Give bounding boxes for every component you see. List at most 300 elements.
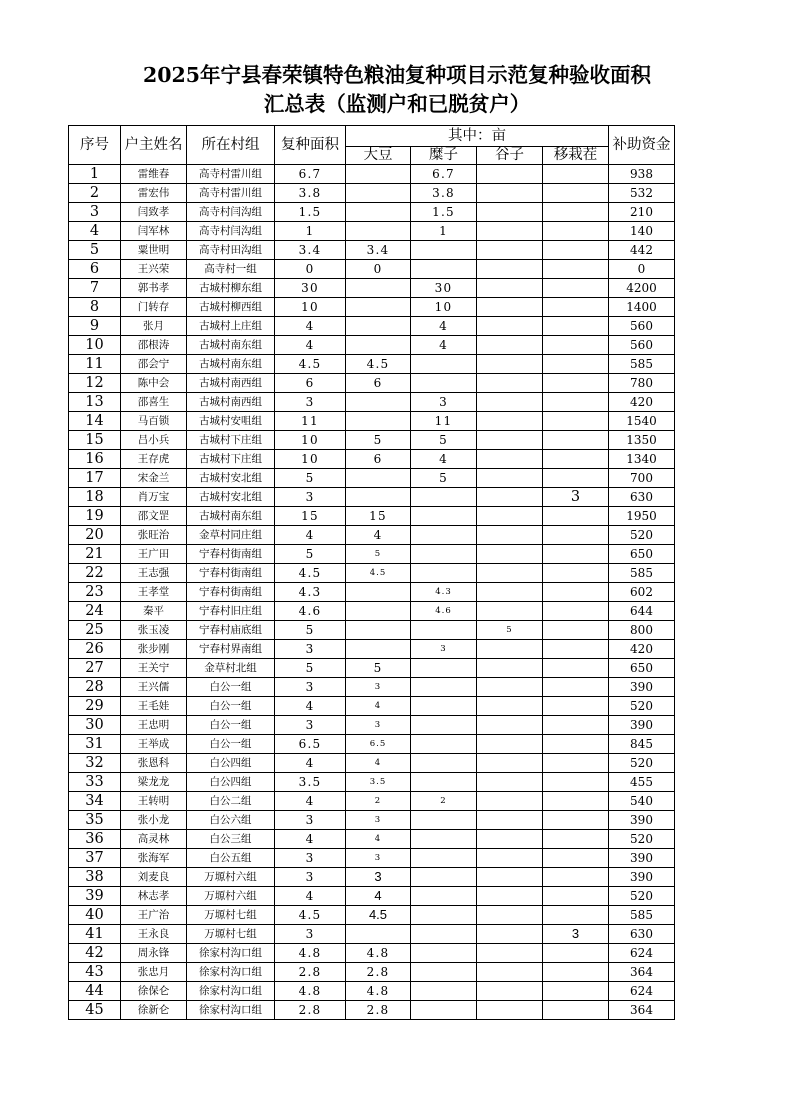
cell-millet [411,621,477,640]
cell-soybean: 15 [346,507,411,526]
cell-householder: 高灵林 [121,830,187,849]
cell-millet [411,1001,477,1020]
cell-transplant [543,716,609,735]
cell-index: 31 [69,735,121,754]
cell-transplant [543,564,609,583]
cell-soybean: 4.5 [346,906,411,925]
acceptance-table [68,125,675,1020]
cell-millet: 5 [411,431,477,450]
cell-soybean [346,165,411,184]
cell-replant-area: 11 [275,412,346,431]
cell-householder: 徐保仑 [121,982,187,1001]
cell-householder: 张恩科 [121,754,187,773]
cell-householder: 肖万宝 [121,488,187,507]
table-row [69,450,675,469]
cell-foxtail-millet [477,507,543,526]
cell-village-group: 高寺村一组 [187,260,275,279]
cell-soybean [346,640,411,659]
cell-transplant [543,963,609,982]
cell-index: 14 [69,412,121,431]
cell-village-group: 白公四组 [187,773,275,792]
cell-subsidy: 1350 [609,431,675,450]
cell-soybean: 3 [346,868,411,887]
table-row [69,621,675,640]
cell-transplant [543,279,609,298]
cell-subsidy: 520 [609,754,675,773]
table-row [69,583,675,602]
cell-village-group: 古城村下庄组 [187,431,275,450]
table-row [69,944,675,963]
cell-index: 39 [69,887,121,906]
cell-village-group: 高寺村雷川组 [187,184,275,203]
cell-foxtail-millet [477,735,543,754]
cell-foxtail-millet [477,659,543,678]
cell-subsidy: 364 [609,963,675,982]
cell-transplant [543,849,609,868]
cell-replant-area: 3 [275,811,346,830]
cell-householder: 邵文罡 [121,507,187,526]
cell-millet: 4.6 [411,602,477,621]
cell-soybean: 5 [346,431,411,450]
cell-householder: 闫军林 [121,222,187,241]
cell-subsidy: 644 [609,602,675,621]
cell-index: 11 [69,355,121,374]
cell-subsidy: 390 [609,678,675,697]
cell-index: 23 [69,583,121,602]
cell-index: 19 [69,507,121,526]
table-row [69,982,675,1001]
table-row [69,564,675,583]
cell-index: 26 [69,640,121,659]
cell-householder: 王志强 [121,564,187,583]
cell-village-group: 古城村安北组 [187,488,275,507]
cell-village-group: 古城村安咀组 [187,412,275,431]
table-row [69,203,675,222]
cell-millet [411,849,477,868]
cell-householder: 雷维春 [121,165,187,184]
cell-soybean: 3 [346,811,411,830]
cell-village-group: 古城村南东组 [187,336,275,355]
cell-replant-area: 4 [275,697,346,716]
cell-soybean: 3.5 [346,773,411,792]
cell-subsidy: 560 [609,336,675,355]
cell-millet: 5 [411,469,477,488]
cell-millet [411,507,477,526]
cell-village-group: 徐家村沟口组 [187,1001,275,1020]
cell-millet [411,944,477,963]
cell-soybean: 2.8 [346,1001,411,1020]
cell-transplant [543,412,609,431]
cell-replant-area: 3 [275,488,346,507]
cell-soybean: 3.4 [346,241,411,260]
cell-millet: 1.5 [411,203,477,222]
cell-subsidy: 455 [609,773,675,792]
cell-index: 6 [69,260,121,279]
cell-foxtail-millet [477,545,543,564]
cell-index: 41 [69,925,121,944]
header-village-group: 所在村组 [187,126,275,165]
cell-soybean: 4 [346,754,411,773]
cell-householder: 张月 [121,317,187,336]
cell-subsidy: 390 [609,849,675,868]
cell-village-group: 白公一组 [187,678,275,697]
cell-subsidy: 624 [609,982,675,1001]
cell-index: 17 [69,469,121,488]
cell-village-group: 徐家村沟口组 [187,944,275,963]
cell-village-group: 古城村南东组 [187,355,275,374]
table-row [69,602,675,621]
cell-millet: 3 [411,640,477,659]
cell-foxtail-millet [477,982,543,1001]
cell-subsidy: 630 [609,488,675,507]
cell-householder: 闫致孝 [121,203,187,222]
cell-index: 16 [69,450,121,469]
table-row [69,678,675,697]
cell-soybean [346,925,411,944]
cell-transplant [543,545,609,564]
cell-index: 1 [69,165,121,184]
cell-millet: 2 [411,792,477,811]
cell-millet [411,868,477,887]
cell-subsidy: 585 [609,564,675,583]
table-row [69,887,675,906]
cell-soybean [346,488,411,507]
cell-village-group: 白公一组 [187,697,275,716]
cell-transplant [543,184,609,203]
cell-soybean: 4 [346,526,411,545]
cell-householder: 郭书孝 [121,279,187,298]
cell-foxtail-millet [477,241,543,260]
cell-transplant [543,431,609,450]
cell-transplant [543,887,609,906]
cell-householder: 张步刚 [121,640,187,659]
cell-foxtail-millet [477,906,543,925]
cell-index: 42 [69,944,121,963]
table-row [69,526,675,545]
cell-soybean: 4.8 [346,982,411,1001]
cell-village-group: 古城村南西组 [187,374,275,393]
cell-replant-area: 3 [275,716,346,735]
cell-village-group: 古城村柳西组 [187,298,275,317]
table-row [69,336,675,355]
cell-replant-area: 4.5 [275,355,346,374]
cell-replant-area: 5 [275,545,346,564]
cell-transplant [543,336,609,355]
cell-millet: 4.3 [411,583,477,602]
cell-householder: 王毛娃 [121,697,187,716]
table-row [69,640,675,659]
cell-subsidy: 420 [609,640,675,659]
cell-index: 4 [69,222,121,241]
cell-subsidy: 420 [609,393,675,412]
cell-soybean: 6 [346,374,411,393]
cell-foxtail-millet [477,374,543,393]
cell-householder: 王永良 [121,925,187,944]
cell-millet: 6.7 [411,165,477,184]
cell-village-group: 古城村下庄组 [187,450,275,469]
cell-millet: 4 [411,336,477,355]
cell-householder: 王广治 [121,906,187,925]
cell-replant-area: 4.5 [275,564,346,583]
cell-replant-area: 4 [275,830,346,849]
cell-subsidy: 520 [609,697,675,716]
cell-householder: 粟世明 [121,241,187,260]
cell-transplant [543,944,609,963]
cell-householder: 王转明 [121,792,187,811]
cell-soybean: 6 [346,450,411,469]
cell-replant-area: 3 [275,868,346,887]
cell-index: 20 [69,526,121,545]
cell-transplant [543,640,609,659]
table-row [69,241,675,260]
cell-replant-area: 4.5 [275,906,346,925]
cell-millet [411,697,477,716]
cell-foxtail-millet [477,868,543,887]
cell-soybean: 3 [346,678,411,697]
cell-foxtail-millet [477,640,543,659]
cell-millet [411,241,477,260]
table-row [69,488,675,507]
cell-soybean: 2 [346,792,411,811]
cell-village-group: 宁春村街南组 [187,564,275,583]
cell-transplant [543,355,609,374]
table-row [69,1001,675,1020]
table-row [69,374,675,393]
cell-foxtail-millet [477,963,543,982]
cell-subsidy: 845 [609,735,675,754]
cell-foxtail-millet [477,602,543,621]
table-row [69,165,675,184]
cell-foxtail-millet [477,678,543,697]
cell-householder: 刘麦良 [121,868,187,887]
cell-transplant [543,374,609,393]
cell-subsidy: 0 [609,260,675,279]
cell-index: 32 [69,754,121,773]
cell-index: 33 [69,773,121,792]
cell-transplant [543,393,609,412]
table-row [69,716,675,735]
cell-foxtail-millet [477,754,543,773]
cell-transplant [543,792,609,811]
cell-millet [411,488,477,507]
table-row [69,792,675,811]
cell-millet: 30 [411,279,477,298]
cell-transplant: 3 [543,925,609,944]
cell-village-group: 高寺村闫沟组 [187,203,275,222]
header-subsidy: 补助资金 [609,126,675,165]
cell-subsidy: 520 [609,887,675,906]
title-line-1: 2025年宁县春荣镇特色粮油复种项目示范复种验收面积 [142,63,652,87]
cell-soybean [346,621,411,640]
cell-millet: 11 [411,412,477,431]
cell-soybean [346,279,411,298]
cell-replant-area: 5 [275,621,346,640]
cell-foxtail-millet [477,526,543,545]
cell-index: 29 [69,697,121,716]
cell-replant-area: 4.3 [275,583,346,602]
cell-householder: 邵喜生 [121,393,187,412]
cell-index: 35 [69,811,121,830]
table-row [69,659,675,678]
cell-transplant [543,469,609,488]
cell-replant-area: 3 [275,678,346,697]
cell-foxtail-millet [477,222,543,241]
cell-householder: 王关宁 [121,659,187,678]
cell-transplant [543,982,609,1001]
cell-householder: 马百锁 [121,412,187,431]
title-line-2: 汇总表（监测户和已脱贫户） [263,92,531,116]
cell-householder: 张旺治 [121,526,187,545]
cell-soybean: 4.8 [346,944,411,963]
table-row [69,963,675,982]
cell-soybean: 5 [346,545,411,564]
cell-millet [411,925,477,944]
cell-index: 34 [69,792,121,811]
cell-householder: 邵根涛 [121,336,187,355]
cell-householder: 徐新仑 [121,1001,187,1020]
cell-foxtail-millet [477,184,543,203]
cell-foxtail-millet [477,944,543,963]
cell-village-group: 古城村柳东组 [187,279,275,298]
cell-transplant [543,260,609,279]
cell-replant-area: 10 [275,450,346,469]
cell-replant-area: 5 [275,469,346,488]
cell-foxtail-millet [477,773,543,792]
header-householder: 户主姓名 [121,126,187,165]
cell-householder: 陈中会 [121,374,187,393]
cell-millet [411,735,477,754]
cell-transplant [543,450,609,469]
cell-millet [411,811,477,830]
cell-index: 40 [69,906,121,925]
table-row [69,184,675,203]
table-row [69,868,675,887]
cell-householder: 王孝堂 [121,583,187,602]
cell-householder: 宋金兰 [121,469,187,488]
cell-millet [411,526,477,545]
cell-village-group: 白公二组 [187,792,275,811]
cell-transplant [543,678,609,697]
table-row [69,925,675,944]
cell-village-group: 金草村同庄组 [187,526,275,545]
cell-soybean [346,203,411,222]
cell-millet [411,545,477,564]
cell-subsidy: 364 [609,1001,675,1020]
cell-index: 8 [69,298,121,317]
cell-index: 28 [69,678,121,697]
cell-village-group: 高寺村闫沟组 [187,222,275,241]
cell-village-group: 古城村安北组 [187,469,275,488]
cell-index: 13 [69,393,121,412]
cell-foxtail-millet [477,1001,543,1020]
cell-foxtail-millet [477,697,543,716]
cell-index: 25 [69,621,121,640]
cell-foxtail-millet [477,716,543,735]
cell-replant-area: 6.7 [275,165,346,184]
cell-foxtail-millet [477,336,543,355]
cell-subsidy: 800 [609,621,675,640]
cell-village-group: 古城村南东组 [187,507,275,526]
cell-millet [411,678,477,697]
cell-index: 38 [69,868,121,887]
cell-subsidy: 532 [609,184,675,203]
cell-soybean: 4 [346,697,411,716]
cell-village-group: 万塬村七组 [187,906,275,925]
cell-millet: 1 [411,222,477,241]
table-row [69,906,675,925]
cell-replant-area: 4 [275,317,346,336]
cell-replant-area: 6 [275,374,346,393]
cell-replant-area: 4.8 [275,944,346,963]
table-row [69,830,675,849]
table-row [69,298,675,317]
cell-millet [411,355,477,374]
cell-householder: 梁龙龙 [121,773,187,792]
cell-foxtail-millet [477,811,543,830]
cell-soybean [346,184,411,203]
cell-foxtail-millet [477,317,543,336]
table-row [69,469,675,488]
table-row [69,355,675,374]
cell-millet: 3.8 [411,184,477,203]
cell-foxtail-millet: 5 [477,621,543,640]
cell-foxtail-millet [477,887,543,906]
cell-soybean: 2.8 [346,963,411,982]
cell-transplant [543,241,609,260]
cell-index: 10 [69,336,121,355]
cell-village-group: 万塬村六组 [187,868,275,887]
cell-replant-area: 1.5 [275,203,346,222]
cell-index: 24 [69,602,121,621]
cell-soybean [346,469,411,488]
cell-foxtail-millet [477,488,543,507]
cell-transplant [543,583,609,602]
cell-transplant: 3 [543,488,609,507]
table-row [69,773,675,792]
cell-subsidy: 4200 [609,279,675,298]
cell-transplant [543,697,609,716]
cell-millet [411,260,477,279]
header-foxtail-millet: 谷子 [477,147,543,165]
cell-millet [411,773,477,792]
cell-foxtail-millet [477,165,543,184]
cell-transplant [543,754,609,773]
cell-householder: 王存虎 [121,450,187,469]
cell-soybean: 4.5 [346,355,411,374]
cell-householder: 王兴荣 [121,260,187,279]
cell-village-group: 徐家村沟口组 [187,982,275,1001]
cell-index: 9 [69,317,121,336]
cell-subsidy: 650 [609,545,675,564]
cell-millet [411,830,477,849]
cell-millet [411,906,477,925]
cell-subsidy: 700 [609,469,675,488]
cell-subsidy: 938 [609,165,675,184]
cell-foxtail-millet [477,849,543,868]
cell-millet [411,564,477,583]
cell-transplant [543,830,609,849]
cell-index: 12 [69,374,121,393]
cell-subsidy: 780 [609,374,675,393]
cell-index: 27 [69,659,121,678]
cell-subsidy: 210 [609,203,675,222]
cell-millet: 4 [411,317,477,336]
cell-replant-area: 15 [275,507,346,526]
cell-village-group: 宁春村庙底组 [187,621,275,640]
cell-replant-area: 4 [275,887,346,906]
cell-soybean: 0 [346,260,411,279]
cell-subsidy: 1340 [609,450,675,469]
